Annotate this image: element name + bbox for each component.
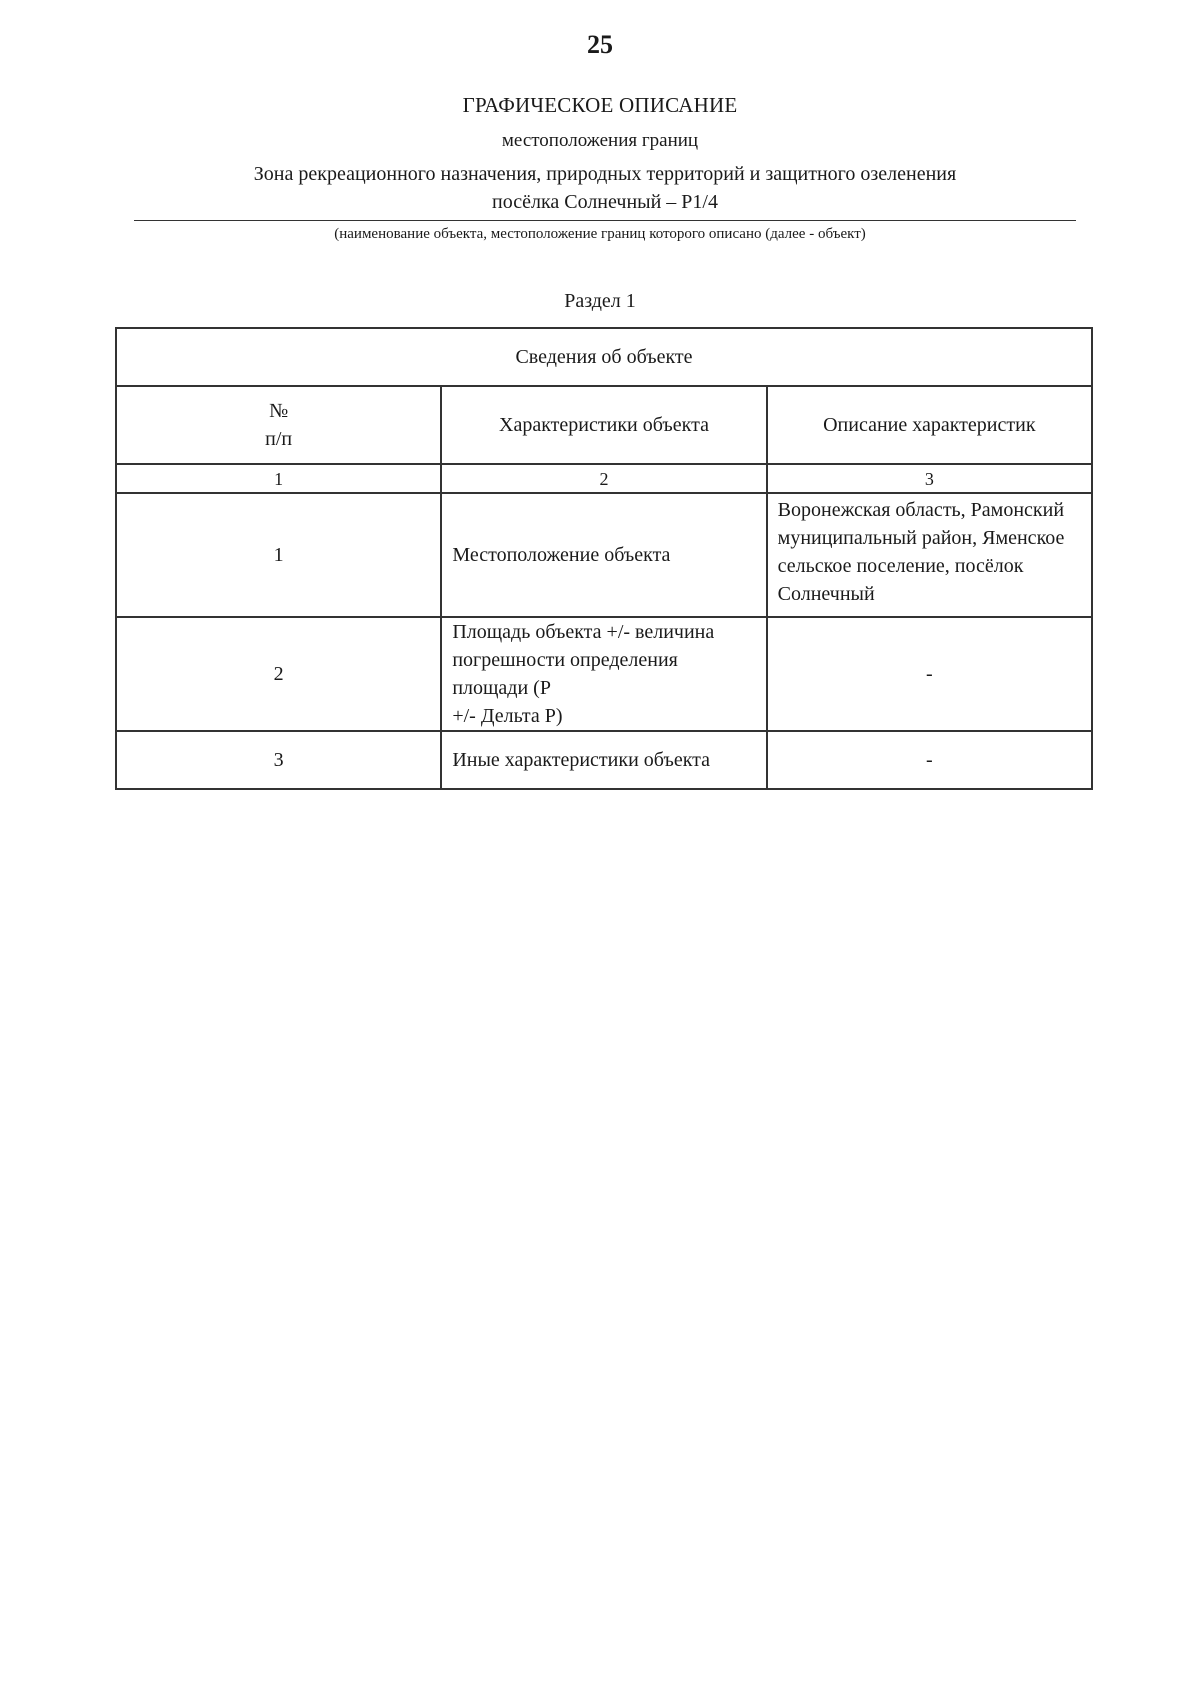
row-number: 3 [116, 731, 441, 789]
cell-line: Воронежская область, Рамонский [777, 499, 1065, 521]
object-name-caption: (наименование объекта, местоположение границ которого описано (далее - объект) [334, 226, 866, 242]
table-caption-row [116, 328, 1092, 386]
document-subtitle: местоположения границ [501, 130, 699, 151]
table-row [116, 731, 1092, 789]
object-name-line: Зона рекреационного назначения, природных территорий и защитного озеленения [253, 163, 957, 185]
cell-line: Местоположение объекта [452, 544, 671, 566]
cell-line: Иные характеристики объекта [452, 749, 711, 771]
row-characteristic [441, 493, 766, 617]
table-caption: Сведения об объекте [116, 328, 1092, 386]
cell-line: сельское поселение, посёлок Солнечный [777, 555, 1024, 605]
object-info-table [115, 327, 1093, 790]
row-characteristic [441, 617, 766, 731]
object-name-line: посёлка Солнечный – Р1/4 [492, 191, 718, 213]
cell-line: Площадь объекта +/- величина [452, 621, 715, 643]
section-title: Раздел 1 [564, 290, 636, 312]
table-header-row [116, 386, 1092, 464]
column-number-row [116, 464, 1092, 493]
cell-line: +/- Дельта Р) [452, 705, 563, 727]
page-number: 25 [587, 30, 613, 59]
cell-line: муниципальный район, Яменское [777, 527, 1065, 549]
column-number: 1 [116, 464, 441, 493]
column-header-number-line: п/п [265, 428, 293, 450]
column-header-description: Описание характеристик [767, 386, 1092, 464]
row-number: 1 [116, 493, 441, 617]
column-number: 3 [767, 464, 1092, 493]
row-description [767, 493, 1092, 617]
column-header-number-line: № [269, 400, 289, 422]
row-description: - [767, 617, 1092, 731]
cell-line: погрешности определения площади (Р [452, 649, 678, 699]
column-number: 2 [441, 464, 766, 493]
column-header-characteristic: Характеристики объекта [441, 386, 766, 464]
table-row [116, 617, 1092, 731]
document-title: ГРАФИЧЕСКОЕ ОПИСАНИЕ [462, 93, 738, 117]
row-description: - [767, 731, 1092, 789]
row-characteristic [441, 731, 766, 789]
object-name [134, 160, 1076, 221]
table-row [116, 493, 1092, 617]
column-header-number [116, 386, 441, 464]
row-number: 2 [116, 617, 441, 731]
